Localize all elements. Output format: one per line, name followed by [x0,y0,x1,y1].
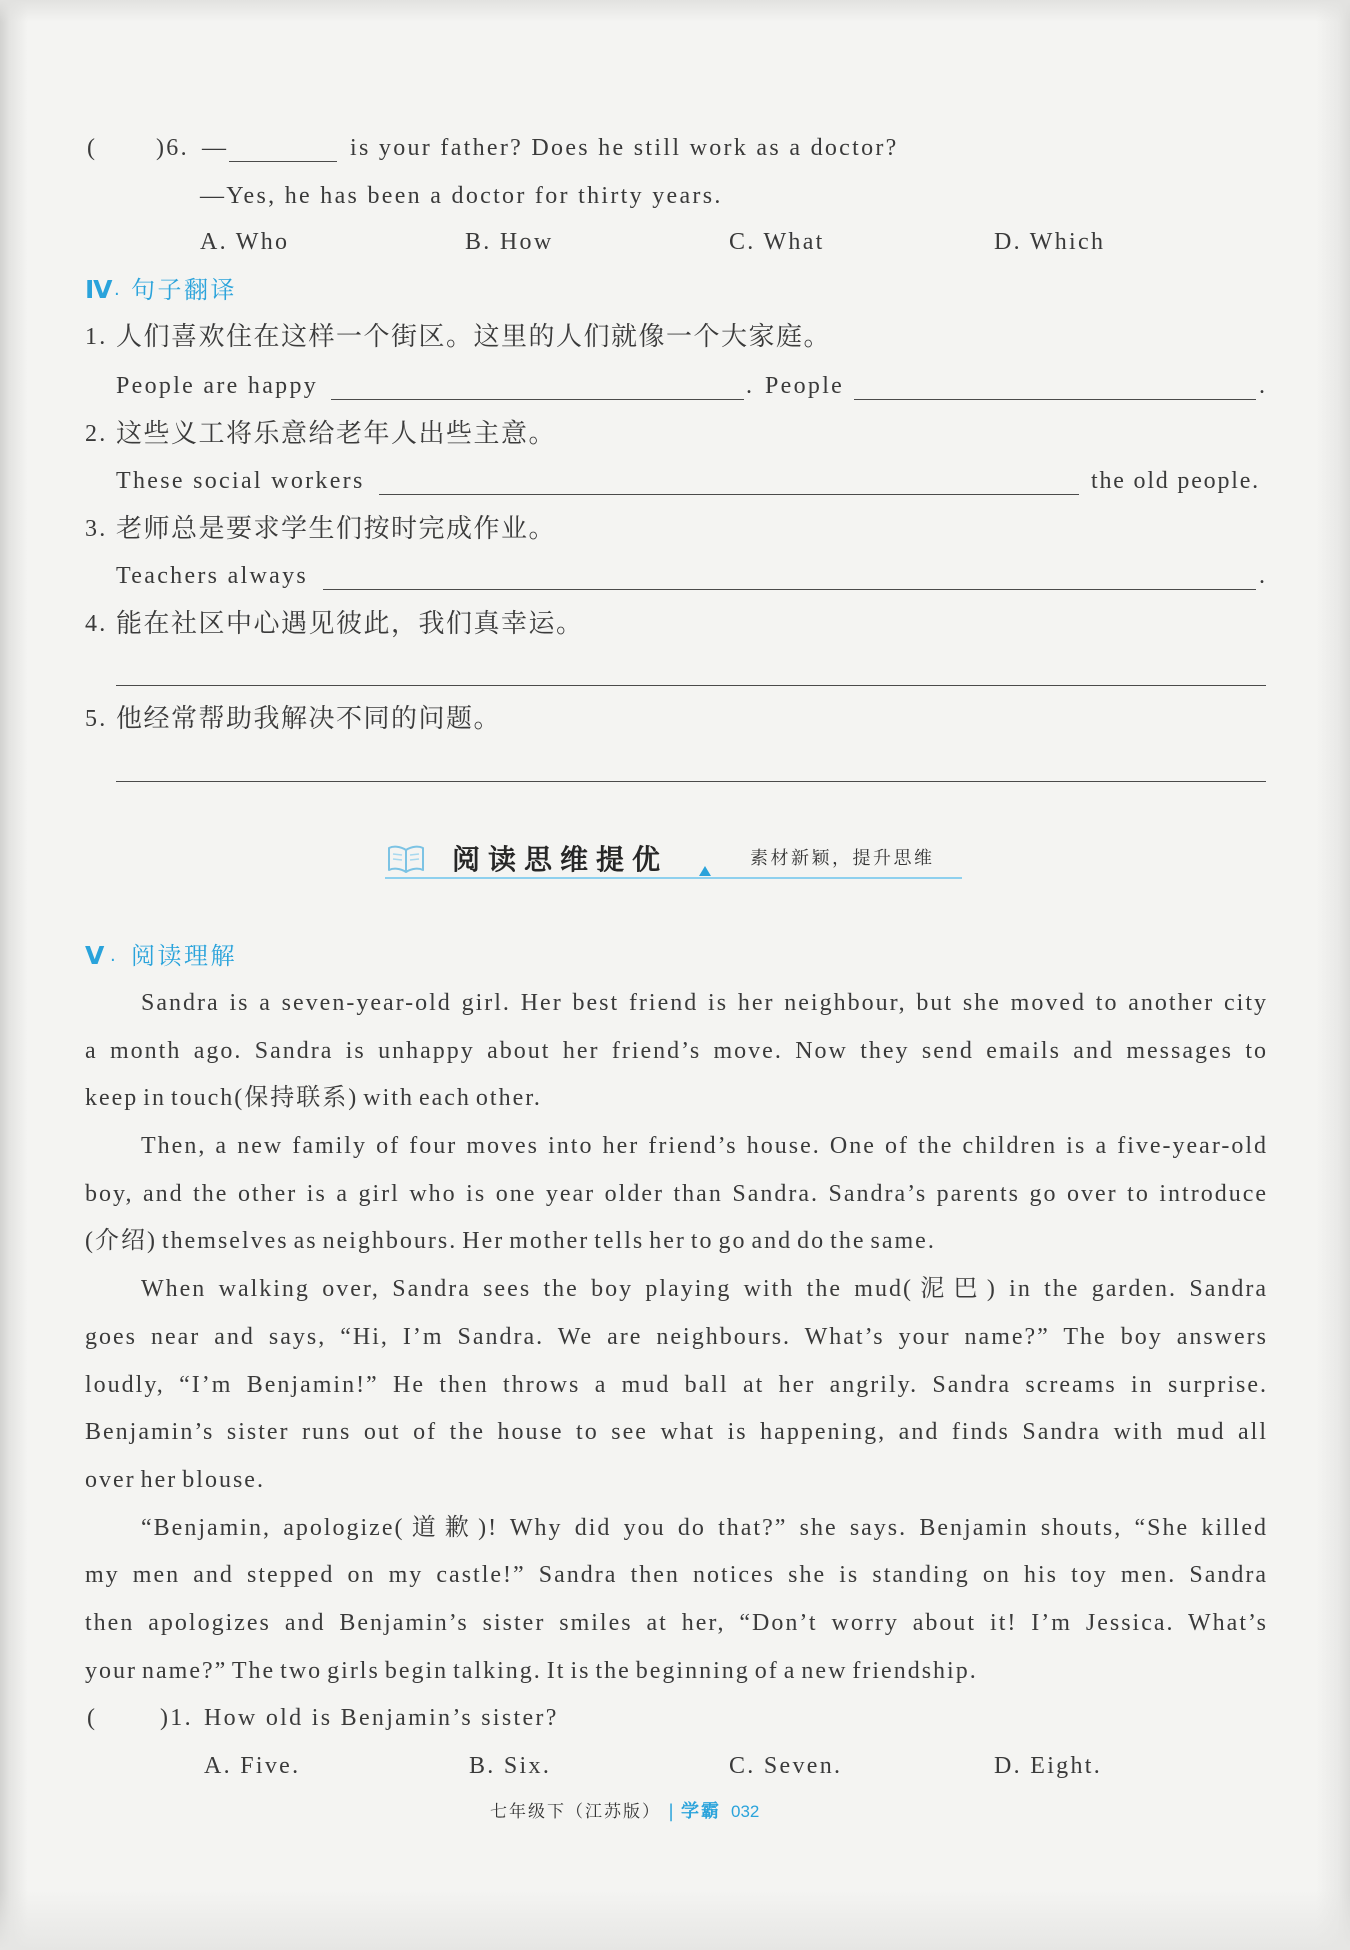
passage-line: keep in touch(保持联系) with each other. [85,1085,542,1112]
answer-blank [854,399,1256,400]
footer-separator: | [668,1801,675,1822]
passage-paragraph [85,1123,1268,1266]
book-icon [386,843,426,875]
answer-paren-open: ( [87,1705,98,1731]
answer-blank [323,589,1256,590]
section-title: 句子翻译 [131,276,237,304]
prompt-text: These social workers [116,468,365,494]
question-6 [0,124,1350,172]
question-stem: is your father? Does he still work as a doctor? [350,135,899,161]
footer-grade: 七年级下（江苏版） [490,1802,661,1822]
option-a: A. Five. [204,1753,301,1779]
triangle-marker-icon [699,866,711,876]
passage-line: a month ago. Sandra is unhappy about her friend’s move. Now they send emails and messages to [85,1037,1268,1064]
prompt-text: People [765,373,845,399]
option-d: D. Eight. [994,1753,1103,1779]
option-d: D. Which [994,229,1106,255]
answer-blank [379,494,1079,495]
question-number: )1. [160,1705,193,1731]
translation-2-prompt [0,457,1350,505]
passage-line: Benjamin’s sister runs out of the house to see what is happening, and finds Sandra with mud all [85,1419,1268,1446]
scan-edge-bottom [0,1890,1350,1950]
passage-line: over her blouse. [85,1466,265,1493]
passage-paragraph [85,1266,1268,1504]
option-a: A. Who [200,229,290,255]
banner-subtitle: 素材新颖，提升思维 [750,848,935,869]
option-b: B. How [465,229,554,255]
question-stem: How old is Benjamin’s sister? [204,1705,559,1731]
item-number: 5. [85,706,108,732]
footer-brand: 学霸 [681,1801,721,1822]
translation-1-prompt [0,362,1350,410]
question-dash: — [202,135,226,161]
prompt-text: the old people. [1091,468,1260,494]
section-numeral: Ⅴ [85,941,105,970]
passage-paragraph [85,1505,1268,1696]
passage-line: Then, a new family of four moves into her friend’s house. One of the children is a five-year-old [141,1133,1268,1160]
answer-blank [229,161,337,162]
passage-line: boy, and the other is a girl who is one year older than Sandra. Sandra’s parents go over to introduce [85,1180,1268,1207]
passage-line: Sandra is a seven-year-old girl. Her best friend is her neighbour, but she moved to another city [141,990,1268,1016]
passage-line: goes near and says, “Hi, I’m Sandra. We are neighbours. What’s your name?” The boy answers [85,1323,1268,1350]
passage-line: loudly, “I’m Benjamin!” He then throws a mud ball at her angrily. Sandra screams in surprise. [85,1371,1268,1398]
item-number: 3. [85,516,108,542]
chinese-sentence: 能在社区中心遇见彼此，我们真幸运。 [116,609,584,639]
option-b: B. Six. [469,1753,552,1779]
option-c: C. Seven. [729,1753,843,1779]
chinese-sentence: 这些义工将乐意给老年人出些主意。 [116,419,557,449]
option-c: C. What [729,229,825,255]
answer-line [116,685,1266,686]
translation-1-chinese [0,313,1350,361]
answer-blank [331,399,744,400]
passage-line: (介绍) themselves as neighbours. Her mother tells her to go and do the same. [85,1228,936,1255]
question-number: )6. [156,135,189,161]
question-6-reply [0,172,1350,220]
passage-line: then apologizes and Benjamin’s sister smiles at her, “Don’t worry about it! I’m Jessica. What’s [85,1609,1268,1636]
translation-3-chinese [0,505,1350,553]
chinese-sentence: 人们喜欢住在这样一个街区。这里的人们就像一个大家庭。 [116,322,832,352]
passage-line: When walking over, Sandra sees the boy playing with the mud(泥巴) in the garden. Sandra [141,1276,1268,1303]
section-title: 阅读理解 [131,942,237,970]
section-numeral: Ⅳ [85,275,113,304]
item-number: 1. [85,324,108,350]
scan-edge-top [0,0,1350,22]
section-dot: . [114,279,120,300]
translation-3-prompt [0,552,1350,600]
translation-2-chinese [0,410,1350,458]
prompt-text: . [1259,563,1268,589]
chinese-sentence: 他经常帮助我解决不同的问题。 [116,704,502,734]
section-4-heading [0,266,1350,314]
page-footer [0,1788,1350,1836]
banner-title: 阅读思维提优 [452,843,669,876]
passage-line: my men and stepped on my castle!” Sandra then notices she is standing on his toy men. Sandra [85,1562,1268,1589]
reply-text: —Yes, he has been a doctor for thirty years. [200,183,723,209]
passage-line: “Benjamin, apologize(道歉)! Why did you do that?” she says. Benjamin shouts, “She killed [141,1514,1268,1541]
reading-passage [85,980,1268,1695]
banner-underline [385,877,962,879]
chinese-sentence: 老师总是要求学生们按时完成作业。 [116,514,557,544]
question-1 [0,1694,1350,1742]
prompt-text: Teachers always [116,563,309,589]
question-6-options [0,218,1350,266]
prompt-text: People are happy [116,373,319,399]
question-1-options [0,1742,1350,1790]
passage-line: your name?” The two girls begin talking. It is the beginning of a new friendship. [85,1657,978,1684]
answer-paren-open: ( [87,135,98,161]
translation-4-chinese [0,600,1350,648]
passage-paragraph [85,980,1268,1123]
translation-5-chinese [0,695,1350,743]
section-5-heading [0,932,1350,980]
page-number: 032 [731,1802,760,1821]
prompt-text: . [746,373,755,399]
answer-line [116,781,1266,782]
item-number: 4. [85,611,108,637]
prompt-text: . [1259,373,1268,399]
section-dot: . [110,945,116,966]
item-number: 2. [85,421,108,447]
